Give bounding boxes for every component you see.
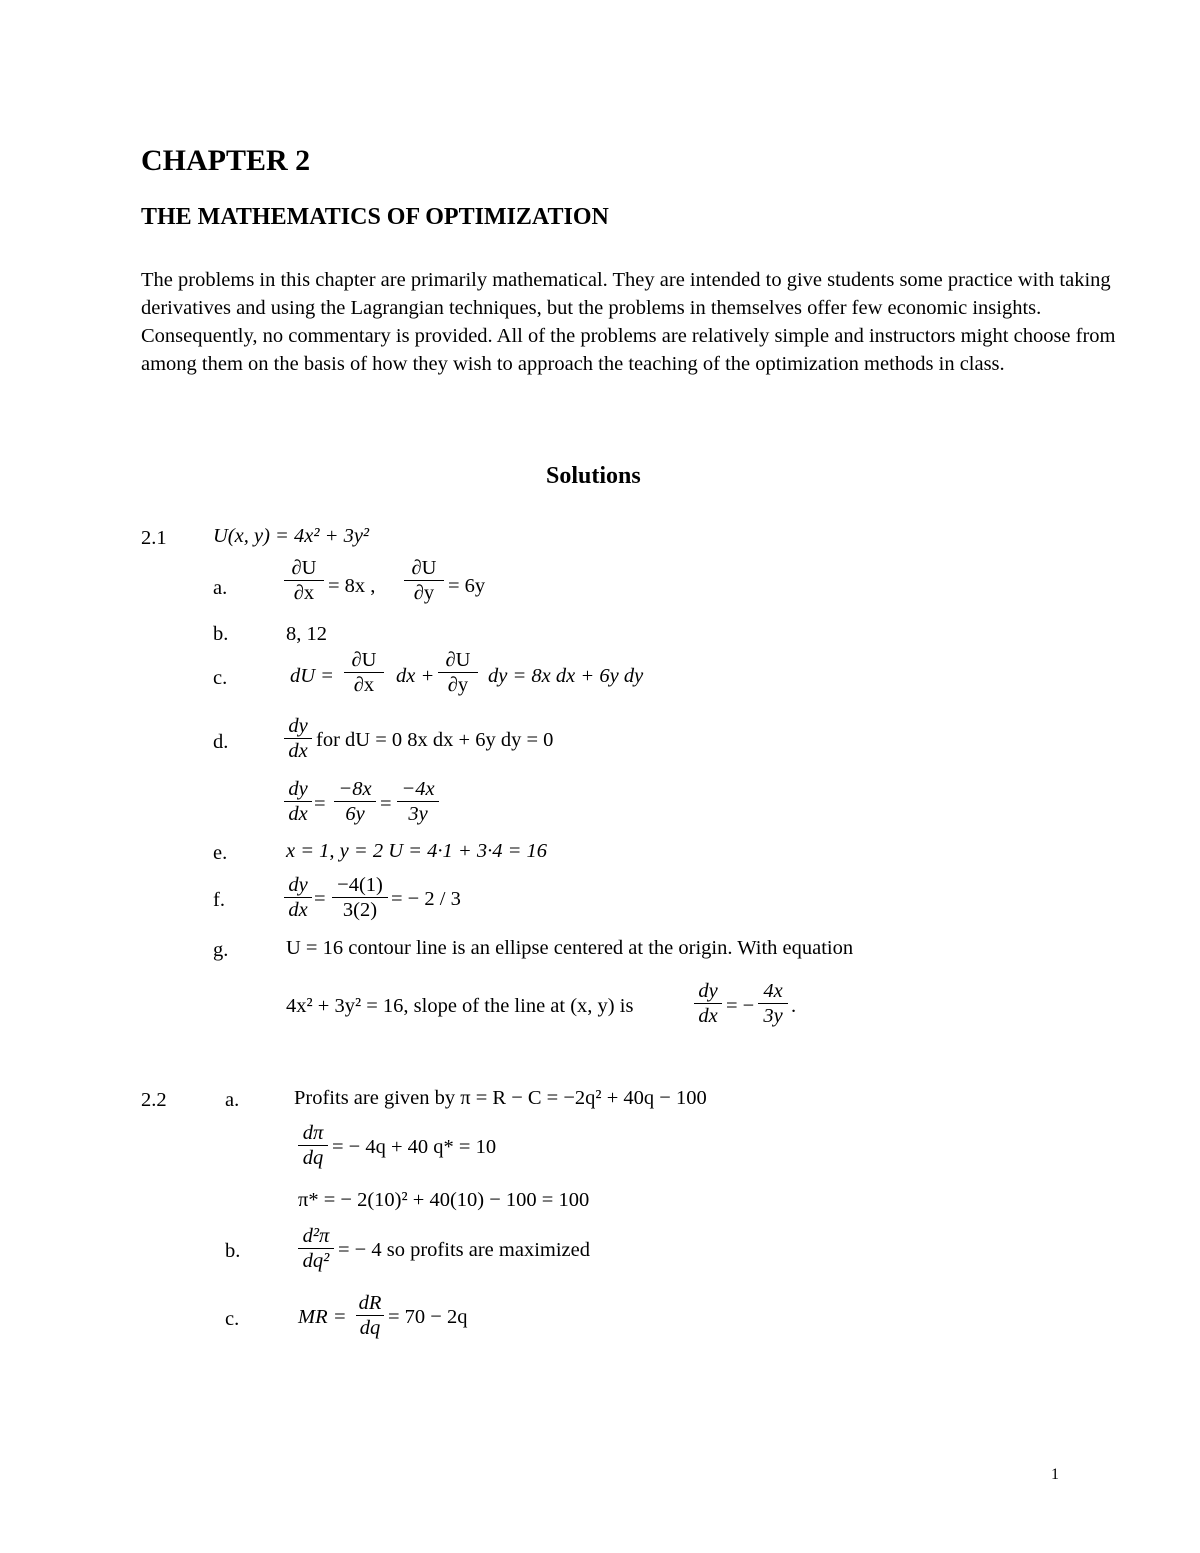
page-number: 1 — [1051, 1466, 1059, 1483]
fraction-dy-dx-1: dy dx — [284, 714, 312, 763]
part-c-label: c. — [213, 667, 228, 689]
part-c-lhs: dU = — [290, 665, 335, 687]
part-a-result-1: = 8x , — [328, 575, 376, 597]
part-d-label: d. — [213, 731, 229, 753]
part-g-eq: = − — [726, 995, 755, 1017]
part-b-label: b. — [213, 623, 229, 645]
p22-part-a-label: a. — [225, 1089, 240, 1111]
p22-part-c-lhs: MR = — [298, 1306, 347, 1328]
fraction-c-2: ∂U ∂y — [438, 648, 478, 697]
fraction-c-1: ∂U ∂x — [344, 648, 384, 697]
fraction-minus-4-1-over-3-2: −4(1) 3(2) — [332, 873, 388, 922]
part-e-label: e. — [213, 842, 228, 864]
chapter-number: CHAPTER 2 — [141, 144, 311, 177]
part-g-line-2: 4x² + 3y² = 16, slope of the line at (x, y) is — [286, 995, 634, 1017]
part-g-line-1: U = 16 contour line is an ellipse centered at the origin. With equation — [286, 937, 854, 959]
part-c-rhs: dy = 8x dx + 6y dy — [488, 665, 644, 687]
p22-part-a-rhs-1: = − 4q + 40 q* = 10 — [332, 1136, 497, 1158]
p22-part-c-label: c. — [225, 1308, 240, 1330]
part-f-label: f. — [213, 889, 225, 911]
part-d-eq-2: = — [380, 793, 392, 815]
fraction-dy-dx-2: dy dx — [284, 777, 312, 826]
part-b-text: 8, 12 — [286, 623, 327, 645]
part-c-mid: dx + — [396, 665, 435, 687]
intro-paragraph — [141, 266, 1141, 378]
p22-part-c-rhs: = 70 − 2q — [388, 1306, 468, 1328]
fraction-minus-8x-6y: −8x 6y — [334, 777, 376, 826]
fraction-d2pi-dq2: d²π dq² — [298, 1224, 334, 1273]
p22-part-b-label: b. — [225, 1240, 241, 1262]
problem-2-1-number: 2.1 — [141, 527, 167, 549]
fraction-dy-dx-3: dy dx — [284, 873, 312, 922]
p22-part-b-rhs: = − 4 so profits are maximized — [338, 1239, 590, 1261]
fraction-dR-dq: dR dq — [356, 1291, 384, 1340]
fraction-4x-3y: 4x 3y — [758, 979, 788, 1028]
p22-part-a-line-1: Profits are given by π = R − C = −2q² + 40q − 100 — [294, 1087, 707, 1109]
part-d-condition: for dU = 0 8x dx + 6y dy = 0 — [316, 729, 554, 751]
chapter-title: THE MATHEMATICS OF OPTIMIZATION — [141, 204, 609, 230]
problem-2-1-given: U(x, y) = 4x² + 3y² — [213, 525, 370, 547]
fraction-dU-dy: ∂U ∂y — [404, 556, 444, 605]
fraction-minus-4x-3y: −4x 3y — [397, 777, 439, 826]
part-a-label: a. — [213, 577, 228, 599]
part-d-eq-1: = — [314, 793, 326, 815]
part-f-eq: = — [314, 888, 326, 910]
fraction-dy-dx-4: dy dx — [694, 979, 722, 1028]
problem-2-2-number: 2.2 — [141, 1089, 167, 1111]
fraction-dU-dx: ∂U ∂x — [284, 556, 324, 605]
part-g-label: g. — [213, 939, 229, 961]
part-a-result-2: = 6y — [448, 575, 486, 597]
part-f-rhs: = − 2 / 3 — [391, 888, 461, 910]
fraction-dpi-dq: dπ dq — [298, 1121, 328, 1170]
part-g-end: . — [791, 995, 797, 1017]
part-e-text: x = 1, y = 2 U = 4·1 + 3·4 = 16 — [286, 840, 548, 862]
intro-text: The problems in this chapter are primarily mathematical. They are intended to give students some practice with taking derivatives and using the Lagrangian techniques, but the problems in themselves offer few economic insights. Consequently, no commentary is provided. All of the problems are relatively simple and instructors might choose from among them on the basis of how they wish to approach the teaching of the optimization methods in class. — [141, 269, 1116, 375]
solutions-heading: Solutions — [546, 463, 641, 489]
p22-part-a-line-3: π* = − 2(10)² + 40(10) − 100 = 100 — [298, 1189, 590, 1211]
